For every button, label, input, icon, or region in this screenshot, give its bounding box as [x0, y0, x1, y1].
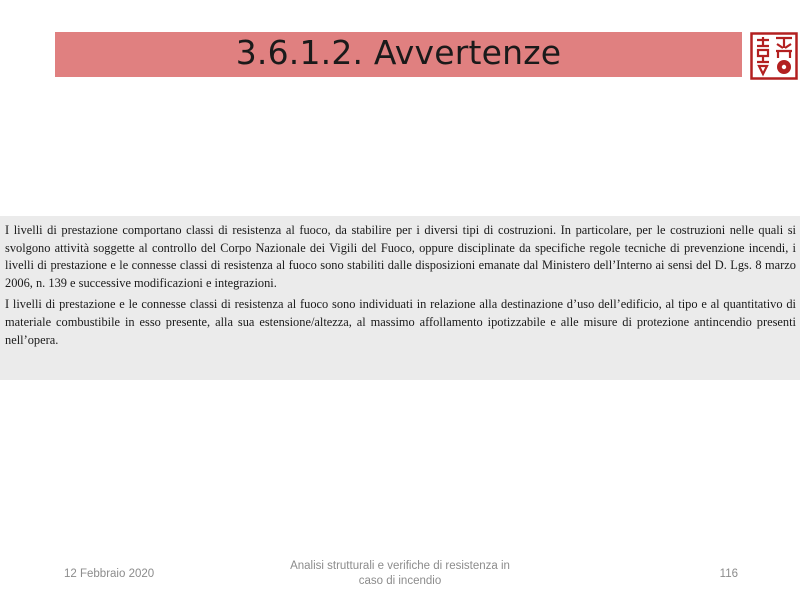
body-paragraph-2: I livelli di prestazione e le connesse classi di resistenza al fuoco sono individuati in relazione alla destinazione d’uso dell’edificio, al tipo e al quantitativo di materiale combustibile in esso presente, alla sua estensione/altezza, al massimo affollamento ipotizzabile e alle misure di protezione antincendio presenti nell’opera.: [5, 297, 796, 347]
title-bar: [55, 32, 742, 77]
body-text-box: [0, 216, 800, 380]
slide-title: 3.6.1.2. Avvertenze: [235, 33, 562, 72]
footer-title: [272, 559, 528, 589]
page-number: 116: [719, 568, 738, 580]
seal-logo-icon: [750, 32, 798, 80]
footer-date: 12 Febbraio 2020: [64, 568, 155, 580]
body-paragraph-1: I livelli di prestazione comportano classi di resistenza al fuoco, da stabilire per i diversi tipi di costruzioni. In particolare, per le costruzioni nelle quali si svolgono attività soggette al controllo del Corpo Nazionale dei Vigili del Fuoco, oppure disciplinate da specifiche regole tecniche di prevenzione incendi, i livelli di prestazione e le connesse classi di resistenza al fuoco sono stabiliti dalle disposizioni emanate dal Ministero dell’Interno ai sensi del D. Lgs. 8 marzo 2006, n. 139 e successive modificazioni e integrazioni.: [5, 223, 796, 290]
footer-title-line-1: Analisi strutturali e verifiche di resistenza in: [290, 560, 510, 572]
footer-title-line-2: caso di incendio: [358, 575, 442, 587]
